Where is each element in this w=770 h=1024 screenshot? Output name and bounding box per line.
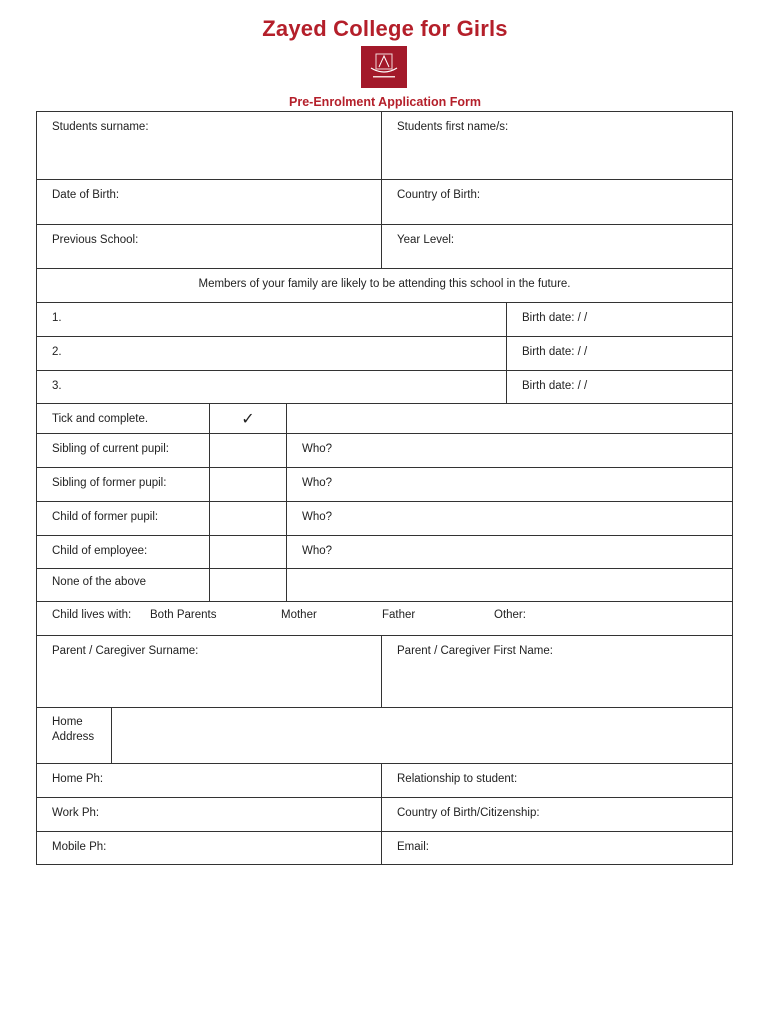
birth-date-label: Birth date: / / bbox=[522, 380, 588, 392]
year-level-label: Year Level: bbox=[397, 234, 455, 246]
tick-row bbox=[37, 468, 732, 502]
tick-checkbox[interactable] bbox=[209, 569, 286, 601]
family-member-name-field[interactable] bbox=[37, 337, 506, 370]
citizenship-field[interactable] bbox=[381, 798, 732, 831]
student-surname-field[interactable] bbox=[37, 112, 381, 179]
who-field[interactable] bbox=[286, 569, 732, 601]
home-phone-field[interactable] bbox=[37, 764, 381, 797]
relationship-field[interactable] bbox=[381, 764, 732, 797]
mobile-phone-field[interactable] bbox=[37, 832, 381, 864]
tick-row bbox=[37, 569, 732, 602]
lives-with-both-parents-option[interactable]: Both Parents bbox=[150, 609, 217, 621]
lives-with-other-option[interactable]: Other: bbox=[494, 609, 526, 621]
mobile-phone-label: Mobile Ph: bbox=[52, 841, 107, 853]
parent-name-row bbox=[37, 636, 732, 708]
contact-row bbox=[37, 798, 732, 832]
tick-heading-row bbox=[37, 404, 732, 434]
tick-checkbox[interactable] bbox=[209, 536, 286, 568]
tick-mark-icon: ✓ bbox=[209, 404, 286, 433]
family-member-name-field[interactable] bbox=[37, 371, 506, 403]
student-first-name-field[interactable] bbox=[381, 112, 732, 179]
tick-row-label: Sibling of current pupil: bbox=[52, 443, 169, 455]
birth-row bbox=[37, 180, 732, 225]
parent-surname-label: Parent / Caregiver Surname: bbox=[52, 645, 199, 657]
tick-row-label: None of the above bbox=[52, 576, 146, 588]
tick-checkbox[interactable] bbox=[209, 502, 286, 535]
who-field[interactable] bbox=[286, 502, 732, 535]
year-level-field[interactable] bbox=[381, 225, 732, 268]
parent-first-name-field[interactable] bbox=[381, 636, 732, 707]
work-phone-label: Work Ph: bbox=[52, 807, 100, 819]
country-of-birth-field[interactable] bbox=[381, 180, 732, 224]
previous-school-field[interactable] bbox=[37, 225, 381, 268]
who-label: Who? bbox=[302, 545, 333, 557]
lives-with-label: Child lives with: bbox=[52, 609, 132, 621]
who-label: Who? bbox=[302, 511, 333, 523]
who-label: Who? bbox=[302, 443, 333, 455]
tick-heading: Tick and complete. bbox=[52, 412, 149, 425]
tick-checkbox[interactable] bbox=[209, 434, 286, 467]
work-phone-field[interactable] bbox=[37, 798, 381, 831]
dob-label: Date of Birth: bbox=[52, 189, 120, 201]
contact-row bbox=[37, 832, 732, 864]
lives-with-row bbox=[37, 602, 732, 636]
family-member-row bbox=[37, 371, 732, 404]
student-name-row bbox=[37, 112, 732, 180]
tick-row bbox=[37, 434, 732, 468]
tick-row bbox=[37, 536, 732, 569]
family-member-row bbox=[37, 337, 732, 371]
lives-with-mother-option[interactable]: Mother bbox=[281, 609, 317, 621]
parent-first-name-label: Parent / Caregiver First Name: bbox=[397, 645, 553, 657]
family-member-name-field[interactable] bbox=[37, 303, 506, 336]
who-field[interactable] bbox=[286, 468, 732, 501]
family-member-birth-field[interactable] bbox=[506, 371, 732, 403]
lives-with-father-option[interactable]: Father bbox=[382, 609, 416, 621]
country-of-birth-label: Country of Birth: bbox=[397, 189, 481, 201]
tick-row-label: Child of employee: bbox=[52, 545, 148, 557]
family-member-birth-field[interactable] bbox=[506, 337, 732, 370]
family-member-birth-field[interactable] bbox=[506, 303, 732, 336]
who-field[interactable] bbox=[286, 434, 732, 467]
tick-row-label: Sibling of former pupil: bbox=[52, 477, 167, 489]
parent-surname-field[interactable] bbox=[37, 636, 381, 707]
college-title: Zayed College for Girls bbox=[262, 16, 508, 41]
student-first-name-label: Students first name/s: bbox=[397, 121, 509, 133]
student-surname-label: Students surname: bbox=[52, 121, 149, 133]
tick-heading-blank bbox=[286, 404, 732, 433]
tick-row bbox=[37, 502, 732, 536]
address-row bbox=[37, 708, 732, 764]
family-member-number: 2. bbox=[52, 346, 62, 358]
home-address-label: Home Address bbox=[52, 716, 95, 743]
email-field[interactable] bbox=[381, 832, 732, 864]
who-field[interactable] bbox=[286, 536, 732, 568]
home-address-field[interactable] bbox=[111, 708, 732, 763]
school-row bbox=[37, 225, 732, 269]
email-label: Email: bbox=[397, 841, 429, 853]
family-member-number: 1. bbox=[52, 312, 62, 324]
family-heading: Members of your family are likely to be attending this school in the future. bbox=[198, 278, 571, 290]
family-heading-row bbox=[37, 269, 732, 303]
birth-date-label: Birth date: / / bbox=[522, 346, 588, 358]
family-member-number: 3. bbox=[52, 380, 62, 392]
enrolment-form bbox=[36, 111, 733, 865]
contact-row bbox=[37, 764, 732, 798]
family-member-row bbox=[37, 303, 732, 337]
tick-row-label: Child of former pupil: bbox=[52, 511, 159, 523]
previous-school-label: Previous School: bbox=[52, 234, 139, 246]
home-phone-label: Home Ph: bbox=[52, 773, 104, 785]
relationship-label: Relationship to student: bbox=[397, 773, 518, 785]
birth-date-label: Birth date: / / bbox=[522, 312, 588, 324]
who-label: Who? bbox=[302, 477, 333, 489]
college-crest-icon bbox=[361, 46, 407, 88]
citizenship-label: Country of Birth/Citizenship: bbox=[397, 807, 540, 819]
form-subtitle: Pre-Enrolment Application Form bbox=[289, 95, 481, 109]
dob-field[interactable] bbox=[37, 180, 381, 224]
tick-checkbox[interactable] bbox=[209, 468, 286, 501]
